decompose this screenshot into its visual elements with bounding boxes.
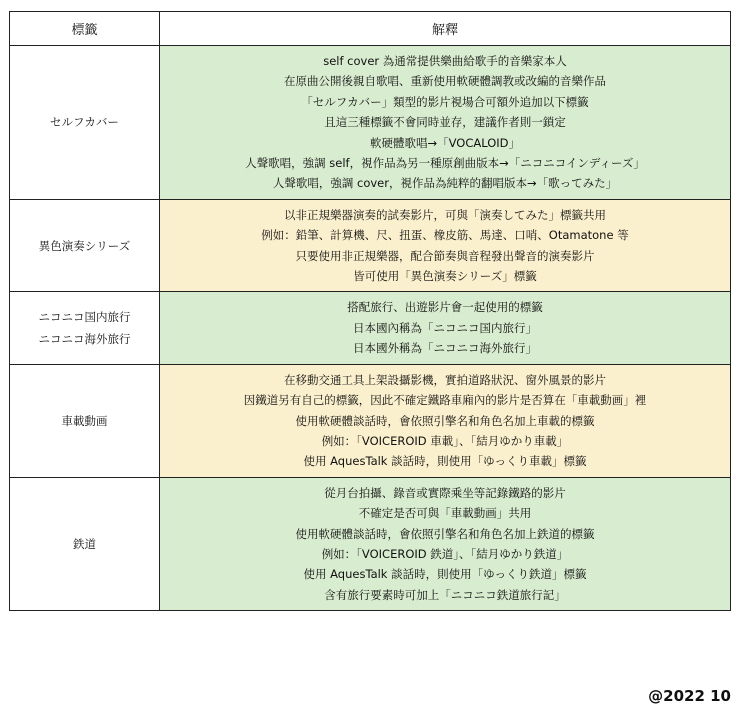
explanation-line: 使用軟硬體談話時，會依照引擎名和角色名加上車載的標籤 (295, 413, 595, 428)
header-tag: 標籤 (10, 12, 160, 46)
explanation-line: 使用 AquesTalk 談話時，則使用「ゆっくり車載」標籤 (303, 454, 587, 469)
copyright: @2022 10 (648, 687, 731, 705)
explanation-line: 皆可使用「異色演奏シリーズ」標籤 (353, 269, 537, 284)
explanation-line: 「セルフカバー」類型的影片視場合可額外追加以下標籤 (301, 94, 589, 109)
explanation-line: 以非正規樂器演奏的試奏影片，可與「演奏してみた」標籤共用 (284, 207, 606, 222)
explanation-line: 例如：「VOICEROID 鉄道」、「結月ゆかり鉄道」 (321, 546, 569, 561)
explanation-cell (160, 199, 731, 292)
table-row (10, 292, 731, 364)
explanation-cell (160, 364, 731, 477)
tag-cell (10, 46, 160, 200)
tag-label: ニコニコ海外旅行 (38, 332, 131, 347)
tag-cell (10, 477, 160, 610)
header-row (10, 12, 731, 46)
explanation-cell (160, 477, 731, 610)
table-row (10, 364, 731, 477)
explanation-line: 使用軟硬體談話時，會依照引擎名和角色名加上鉄道的標籤 (295, 526, 595, 541)
header-explanation: 解釋 (160, 12, 731, 46)
tag-table (9, 11, 731, 611)
tag-label: セルフカバー (50, 115, 119, 130)
tag-cell (10, 199, 160, 292)
explanation-line: self cover 為通常提供樂曲給歌手的音樂家本人 (323, 54, 567, 68)
table-row (10, 477, 731, 610)
explanation-line: 人聲歌唱，強調 self，視作品為另一種原創曲版本→「ニコニコインディーズ」 (245, 156, 645, 171)
tag-cell (10, 364, 160, 477)
table-row (10, 46, 731, 200)
tag-label: 鉄道 (73, 536, 96, 551)
explanation-line: 搭配旅行、出遊影片會一起使用的標籤 (347, 300, 543, 315)
explanation-cell (160, 46, 731, 200)
explanation-line: 在原曲公開後親自歌唱、重新使用軟硬體調教或改編的音樂作品 (284, 74, 606, 89)
explanation-line: 人聲歌唱，強調 cover，視作品為純粹的翻唱版本→「歌ってみた」 (272, 176, 618, 191)
explanation-cell (160, 292, 731, 364)
tag-label: 車載動画 (61, 413, 108, 428)
explanation-line: 日本國內稱為「ニコニコ国内旅行」 (353, 320, 537, 335)
explanation-line: 因鐵道另有自己的標籤，因此不確定鐵路車廂內的影片是否算在「車載動画」裡 (243, 393, 647, 408)
explanation-line: 例如：「VOICEROID 車載」、「結月ゆかり車載」 (321, 433, 569, 448)
explanation-line: 使用 AquesTalk 談話時，則使用「ゆっくり鉄道」標籤 (303, 567, 587, 582)
tag-cell (10, 292, 160, 364)
explanation-line: 在移動交通工具上架設攝影機，實拍道路狀況、窗外風景的影片 (284, 372, 606, 387)
explanation-line: 日本國外稱為「ニコニコ海外旅行」 (353, 341, 537, 356)
explanation-line: 不確定是否可與「車載動画」共用 (358, 506, 532, 521)
explanation-line: 從月台拍攝、錄音或實際乘坐等記錄鐵路的影片 (324, 485, 566, 500)
explanation-line: 軟硬體歌唱→「VOCALOID」 (369, 135, 521, 150)
explanation-line: 只要使用非正規樂器，配合節奏與音程發出聲音的演奏影片 (295, 248, 595, 263)
explanation-line: 含有旅行要素時可加上「ニコニコ鉄道旅行記」 (324, 587, 566, 602)
explanation-line: 例如：鉛筆、計算機、尺、扭蛋、橡皮筋、馬達、口哨、Otamatone 等 (261, 228, 629, 243)
tag-label: 異色演奏シリーズ (38, 238, 131, 253)
explanation-line: 且這三種標籤不會同時並存，建議作者則一鎖定 (324, 115, 566, 130)
tag-label: ニコニコ国内旅行 (38, 310, 131, 325)
table-row (10, 199, 731, 292)
